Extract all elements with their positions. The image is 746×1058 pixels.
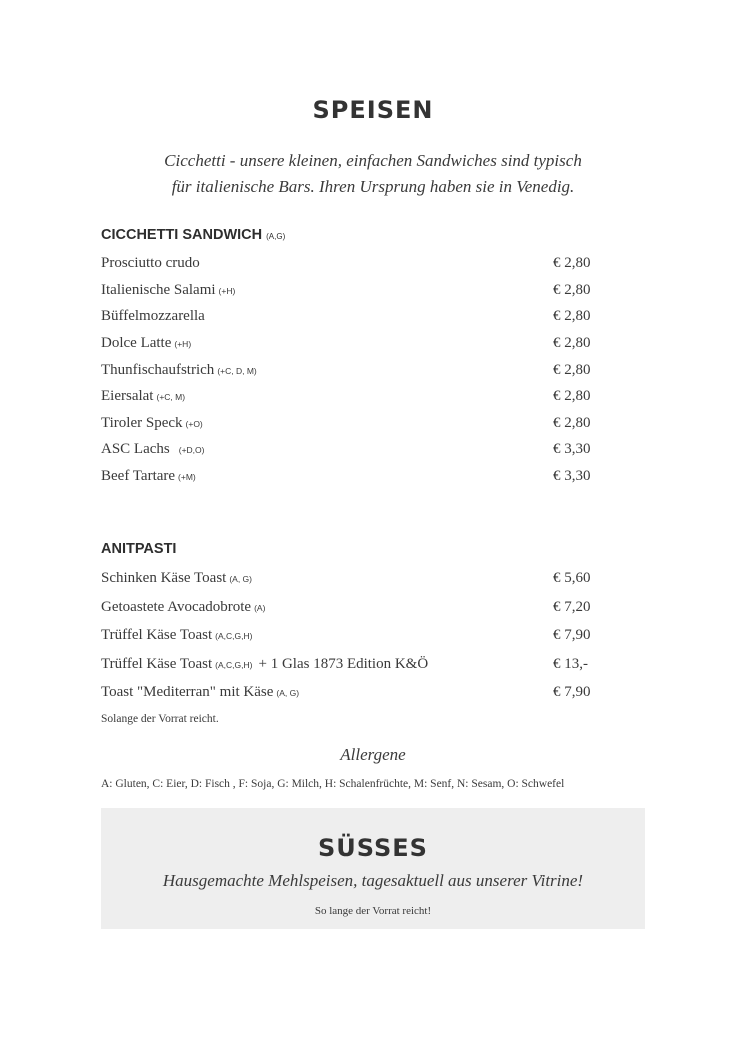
item-allergens: (+O) — [185, 419, 203, 429]
allergene-title: Allergene — [340, 745, 406, 764]
intro-line-1: Cicchetti - unsere kleinen, einfachen Sandwiches sind typisch — [164, 151, 582, 170]
menu-item — [101, 566, 601, 590]
menu-item — [101, 680, 601, 704]
item-allergens: (+M) — [178, 472, 196, 482]
item-name: Toast "Mediterran" mit Käse — [101, 684, 274, 700]
item-name: Trüffel Käse Toast — [101, 627, 213, 643]
menu-item — [101, 331, 601, 355]
speisen-title: SPEISEN — [312, 96, 434, 124]
item-allergens: (+H) — [174, 339, 192, 349]
cicchetti-heading-allergens: (A,G) — [266, 232, 286, 241]
item-price: € 2,80 — [553, 282, 591, 298]
item-name: Getoastete Avocadobrote — [101, 599, 252, 615]
item-allergens: (+C, M) — [156, 392, 186, 402]
allergene-list: A: Gluten, C: Eier, D: Fisch , F: Soja, G: Milch, H: Schalenfrüchte, M: Senf, N: Sesam, O: Schwefel — [101, 778, 565, 790]
intro-line-2: für italienische Bars. Ihren Ursprung haben sie in Venedig. — [171, 177, 575, 196]
item-price: € 2,80 — [553, 335, 591, 351]
menu-item — [101, 411, 601, 435]
item-name: Prosciutto crudo — [101, 255, 200, 271]
cicchetti-heading — [101, 227, 285, 243]
item-name: Thunfischaufstrich — [101, 362, 215, 378]
item-name: Dolce Latte — [101, 335, 172, 351]
item-allergens: (+C, D, M) — [217, 366, 257, 376]
menu-item — [101, 595, 601, 619]
speisen-intro — [0, 148, 746, 200]
item-price: € 7,90 — [553, 627, 591, 643]
item-name: Italienische Salami — [101, 282, 216, 298]
item-price: € 3,30 — [553, 441, 591, 457]
item-allergens: (A, G) — [276, 688, 300, 698]
suesses-note: So lange der Vorrat reicht! — [314, 905, 432, 917]
item-name: ASC Lachs — [101, 441, 170, 457]
menu-item — [101, 304, 601, 328]
antipasti-heading: ANITPASTI — [101, 541, 177, 557]
menu-item — [101, 652, 601, 676]
item-name: Trüffel Käse Toast — [101, 656, 213, 672]
cicchetti-heading-label: CICCHETTI SANDWICH — [101, 227, 263, 243]
menu-item — [101, 384, 601, 408]
item-allergens: (A,C,G,H) — [215, 660, 253, 670]
item-price: € 2,80 — [553, 308, 591, 324]
item-name: Eiersalat — [101, 388, 154, 404]
item-price: € 5,60 — [553, 570, 591, 586]
item-allergens: (A,C,G,H) — [215, 631, 253, 641]
menu-item — [101, 278, 601, 302]
item-name: Beef Tartare — [101, 468, 176, 484]
item-name: Büffelmozzarella — [101, 308, 205, 324]
item-price: € 7,20 — [553, 599, 591, 615]
menu-item — [101, 437, 601, 461]
item-allergens: (A, G) — [229, 574, 252, 584]
menu-item — [101, 358, 601, 382]
item-price: € 2,80 — [553, 255, 591, 271]
menu-item — [101, 464, 601, 488]
suesses-subtitle: Hausgemachte Mehlspeisen, tagesaktuell aus unserer Vitrine! — [162, 871, 584, 890]
item-allergens: (+D,O) — [178, 445, 205, 455]
menu-item — [101, 251, 601, 275]
item-extra: + 1 Glas 1873 Edition K&Ö — [258, 656, 429, 672]
item-name: Schinken Käse Toast — [101, 570, 227, 586]
item-price: € 2,80 — [553, 388, 591, 404]
suesses-title: SÜSSES — [318, 834, 428, 862]
item-price: € 13,- — [553, 656, 588, 672]
item-price: € 2,80 — [553, 415, 591, 431]
item-price: € 3,30 — [553, 468, 591, 484]
item-name: Tiroler Speck — [101, 415, 183, 431]
item-price: € 7,90 — [553, 684, 591, 700]
menu-item — [101, 623, 601, 647]
suesses-box — [101, 808, 645, 929]
item-allergens: (+H) — [218, 286, 236, 296]
antipasti-note: Solange der Vorrat reicht. — [101, 713, 219, 725]
item-allergens: (A) — [254, 603, 266, 613]
item-price: € 2,80 — [553, 362, 591, 378]
